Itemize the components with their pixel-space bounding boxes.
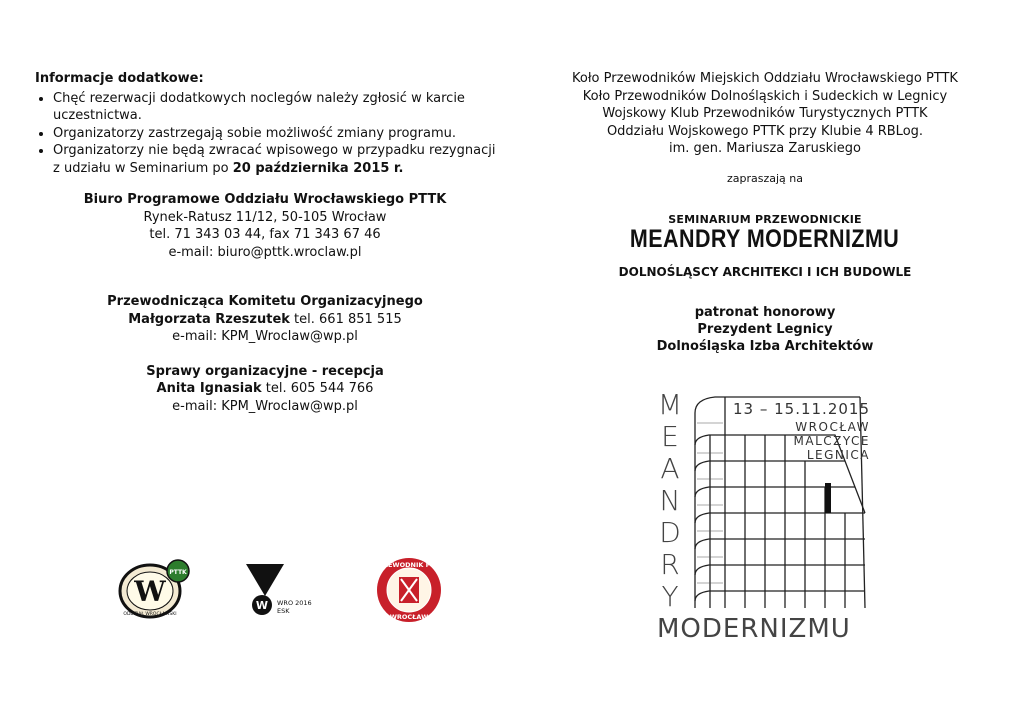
info-heading: Informacje dodatkowe: [35, 71, 204, 86]
przewodnik-pttk-logo [370, 555, 448, 625]
esk-text-1: WRO 2016 [277, 599, 312, 607]
poster-letter-m: M [657, 388, 683, 421]
main-title-wrap [540, 224, 990, 261]
poster-city-legnica: LEGNICA [806, 448, 870, 462]
organizer-2: Koło Przewodników Dolnośląskich i Sudeckich w Legnicy [582, 88, 948, 104]
office-name: Biuro Programowe Oddziału Wrocławskiego PTTK [83, 192, 447, 207]
invite-text: zapraszają na [726, 171, 803, 185]
poster-letter-y: Y [661, 580, 679, 613]
pttk-w-letter: W [134, 575, 166, 608]
info-bullet-3 [53, 142, 505, 177]
przewodnik-top-text: PRZEWODNIK PTTK [373, 561, 445, 569]
poster-date: 13 – 15.11.2015 [732, 400, 870, 418]
office-phone: tel. 71 343 03 44, fax 71 343 67 46 [149, 227, 381, 242]
chair-contact [35, 311, 495, 329]
patronat-mayor: Prezydent Legnicy [697, 322, 833, 337]
left-column [35, 70, 505, 415]
poster-word-modernizmu: MODERNIZMU [657, 614, 851, 644]
poster-letter-d: D [659, 516, 681, 549]
info-bullet-2: • Organizatorzy zastrzegają sobie możliwość zmiany programu. [53, 125, 505, 143]
pttk-wroclaw-logo [112, 555, 192, 621]
organizer-1: Koło Przewodników Miejskich Oddziału Wrocławskiego PTTK [572, 71, 958, 86]
poster-letter-n: N [659, 484, 681, 517]
reception-email: e-mail: KPM_Wroclaw@wp.pl [172, 398, 358, 414]
pttk-ring-text: ODDZIAŁ WROCŁAWSKI [123, 612, 177, 617]
reception-title: Sprawy organizacyjne - recepcja [146, 363, 384, 379]
chair-phone: tel. 661 851 515 [289, 311, 402, 327]
poster-city-malczyce: MALCZYCE [793, 434, 870, 448]
poster-letter-e: E [661, 420, 679, 453]
reception-name: Anita Ignasiak [156, 381, 262, 396]
office-block [35, 191, 495, 261]
deadline-date: 20 października 2015 r. [232, 160, 404, 176]
info-list [35, 90, 505, 178]
organizer-3: Wojskowy Klub Przewodników Turystycznych PTTK [602, 106, 928, 121]
wro2016-esk-logo [244, 562, 314, 618]
main-title: MEANDRY MODERNIZMU [630, 224, 900, 253]
patronat-label: patronat honorowy [694, 305, 836, 320]
esk-text-2: ESK [277, 607, 290, 615]
chair-name: Małgorzata Rzeszutek [128, 311, 290, 327]
right-column [540, 70, 990, 355]
office-email: e-mail: biuro@pttk.wroclaw.pl [168, 244, 362, 260]
subtitle: DOLNOŚLĄSCY ARCHITEKCI I ICH BUDOWLE [618, 264, 912, 279]
organizer-4: Oddziału Wojskowego PTTK przy Klubie 4 RBLog. [606, 123, 924, 139]
office-address: Rynek-Ratusz 11/12, 50-105 Wrocław [143, 209, 387, 225]
poster-city-wroclaw: WROCŁAW [795, 420, 870, 434]
reception-contact [35, 380, 495, 398]
przewodnik-bottom-text: WROCŁAW [389, 613, 429, 621]
info-bullet-1: • Chęć rezerwacji dodatkowych noclegów należy zgłosić w karcie uczestnictwa. [53, 90, 505, 125]
poster-letter-a: A [660, 452, 680, 485]
poster-letter-r: R [660, 548, 680, 581]
seminar-label: SEMINARIUM PRZEWODNICKIE [668, 213, 862, 226]
organizer-5: im. gen. Mariusza Zaruskiego [669, 141, 861, 156]
pttk-badge-text: PTTK [169, 569, 187, 576]
info-bullet-3-text: Organizatorzy nie będą zwracać wpisowego w przypadku rezygnacji z udziału w Seminarium po [53, 143, 496, 176]
event-poster [655, 388, 880, 648]
reception-block [35, 363, 495, 416]
reception-phone: tel. 605 544 766 [261, 381, 374, 396]
patronat-chamber: Dolnośląska Izba Architektów [656, 339, 874, 354]
chair-email: e-mail: KPM_Wroclaw@wp.pl [172, 329, 358, 344]
esk-w-letter: W [255, 599, 269, 612]
chair-block [35, 293, 495, 346]
chair-title: Przewodnicząca Komitetu Organizacyjnego [107, 294, 423, 309]
patronat-block [540, 304, 990, 355]
